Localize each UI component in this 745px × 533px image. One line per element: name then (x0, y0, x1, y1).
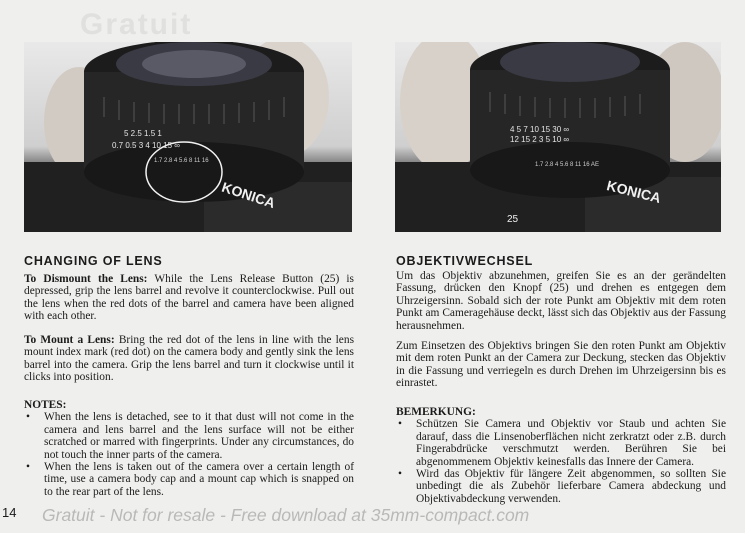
paragraph-text: Um das Objektiv abzunehmen, greifen Sie es an der gerändelten Fassung, drücken den Knopf (25) und drehen es entgegen dem Uhrzeigersinn. Sobald sich der rote Punkt am Objektiv mit dem roten Punkt am Cameragehäuse deckt, lässt sich das Objektiv aus der Fassung herausnehmen. (396, 270, 726, 332)
camera-brand-label: KONICA (219, 178, 278, 212)
list-item: • Schützen Sie Camera und Objektiv vor Staub und achten Sie darauf, dass die Linsenoberflächen nicht zerkratzt oder z.B. durch Fingerabdrücke verschmutzt werden. Berühren Sie bei abgenommenem Objektiv keinesfalls das Innere der Camera. (396, 418, 726, 468)
section-heading-german: OBJEKTIVWECHSEL (396, 254, 534, 268)
distance-scale-top: 5 2.5 1.5 1 (124, 129, 162, 138)
dismount-text: While the Lens Release Button (25) is depressed, grip the lens barrel and revolve it counterclockwise. Pull out the lens when the red dots of the barrel and camera have been aligned with each other. (24, 273, 354, 323)
list-item: • When the lens is detached, see to it that dust will not come in the camera and lens barrel and the lens surface will not be either scratched or marred with fingerprints. Under any circumstances, do not touch the inner parts of the camera. (24, 411, 354, 461)
aperture-scale: 1.7 2.8 4 5.6 8 11 16 AE (535, 162, 599, 168)
download-watermark: Gratuit - Not for resale - Free download at 35mm-compact.com (42, 505, 530, 525)
lens-camera-illustration (395, 42, 721, 232)
dismount-instructions (24, 273, 354, 323)
mount-label: To Mount a Lens: (24, 334, 115, 346)
paragraph-text: Zum Einsetzen des Objektivs bringen Sie den roten Punkt am Objektiv mit dem roten Punkt an der Camera zur Deckung, stecken das Objektiv in die Fassung und verriegeln es durch Drehen im Uhrzeigersinn bis es einrastet. (396, 340, 726, 390)
page-number: 14 (2, 505, 17, 520)
distance-scale-top: 4 5 7 10 15 30 ∞ (510, 125, 570, 134)
mount-instructions (24, 334, 354, 384)
camera-brand-label: KONICA (605, 177, 663, 207)
notes-section (24, 399, 354, 498)
dismount-label: To Dismount the Lens: (24, 273, 148, 285)
lens-dismount-photo (24, 42, 352, 232)
notes-list (24, 411, 354, 498)
list-item: • When the lens is taken out of the camera over a certain length of time, use a camera body cap and a mount cap which is snapped on to the rear part of the lens. (24, 461, 354, 498)
aperture-scale: 1.7 2.8 4 5.6 8 11 16 (154, 158, 209, 164)
watermark-ghost-text: Gratuit (80, 8, 193, 41)
notes-list (396, 418, 726, 505)
bemerkung-section (396, 406, 726, 505)
release-button-callout: 25 (507, 214, 519, 225)
distance-scale-mid: 12 15 2 3 5 10 ∞ (510, 135, 570, 144)
notes-title: BEMERKUNG: (396, 406, 476, 418)
notes-title: NOTES: (24, 399, 67, 411)
mount-text: Bring the red dot of the lens in line with the lens mount index mark (red dot) on the camera body and gently sink the lens barrel into the camera. Grip the lens barrel and turn it clockwise until it clicks into position. (24, 334, 354, 384)
list-item: • Wird das Objektiv für längere Zeit abgenommen, so sollten Sie unbedingt die als Zubehör lieferbare Camera abdeckung und Objektivabdeckung verwenden. (396, 468, 726, 505)
lens-camera-illustration (24, 42, 352, 232)
section-heading-english: CHANGING OF LENS (24, 254, 163, 268)
abnehmen-paragraph (396, 270, 726, 332)
lens-mount-photo (395, 42, 721, 232)
distance-scale-mid: 0.7 0.5 3 4 10 15 ∞ (112, 141, 180, 150)
einsetzen-paragraph (396, 340, 726, 390)
